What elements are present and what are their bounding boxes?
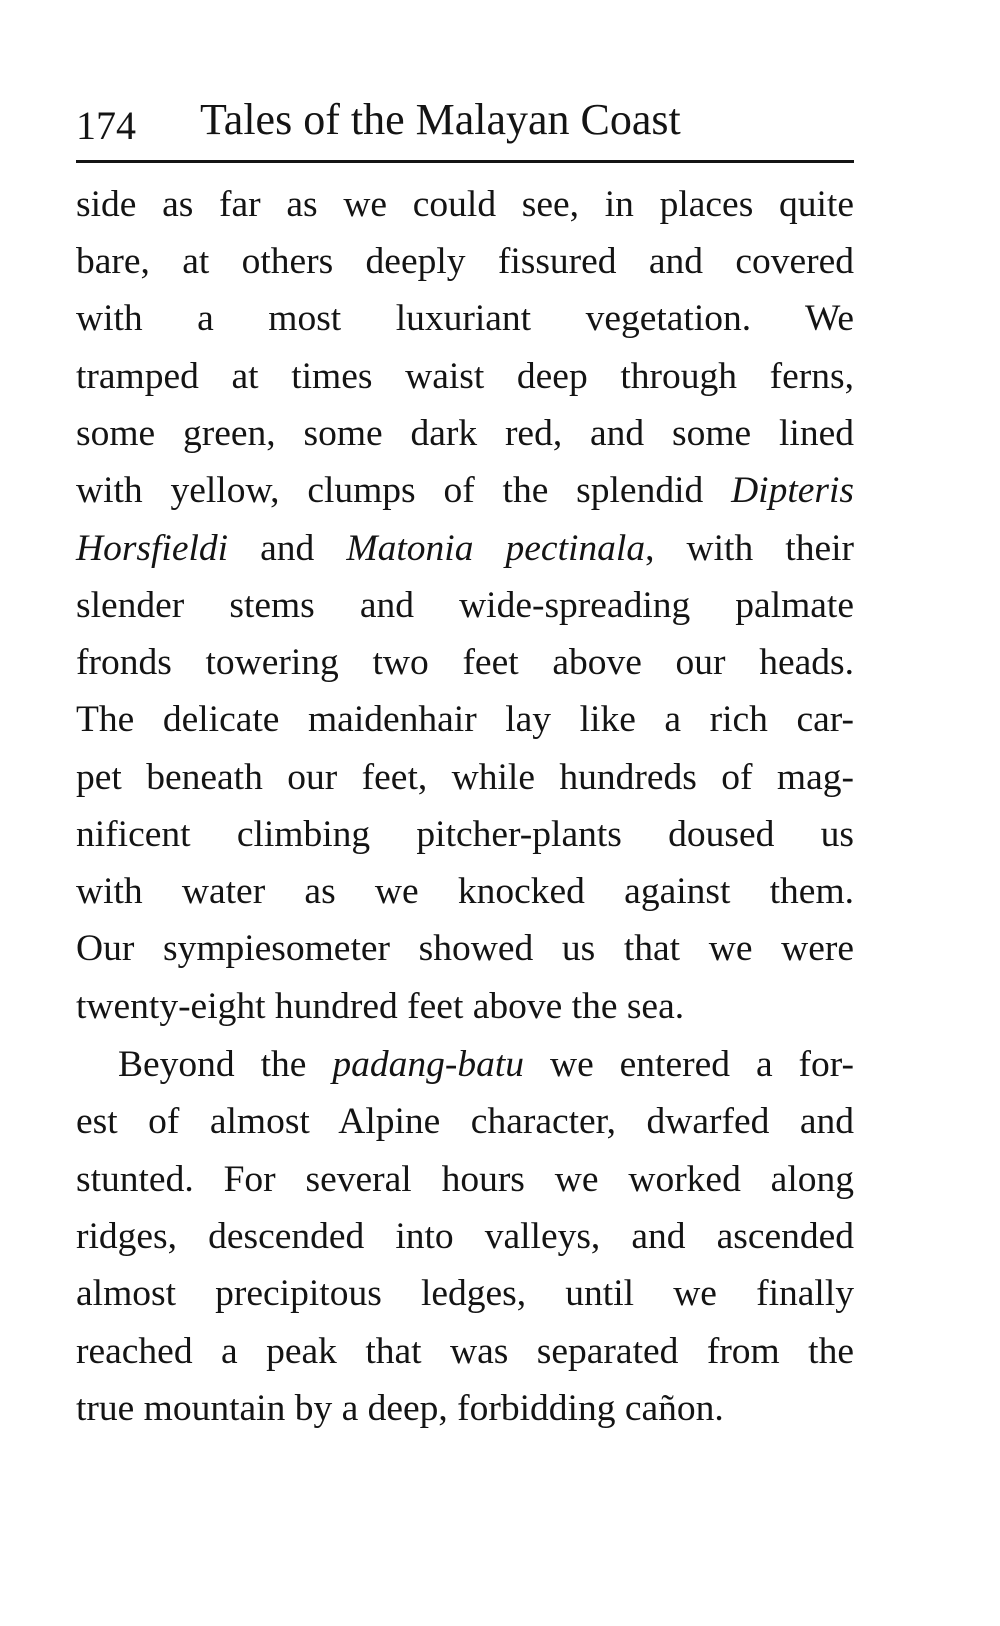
text-line: ridges, descended into valleys, and ascended: [76, 1216, 854, 1257]
italic-term: Dipteris: [731, 470, 854, 511]
text-line: with a most luxuriant vegetation. We: [76, 298, 854, 339]
text-line: with yellow, clumps of the splendid Dipteris: [76, 470, 854, 511]
text-line: est of almost Alpine character, dwarfed and: [76, 1101, 854, 1142]
text-line: with water as we knocked against them.: [76, 871, 854, 912]
text-line: Horsfieldi and Matonia pectinala, with their: [76, 528, 855, 569]
text-line: Our sympiesometer showed us that we were: [76, 928, 854, 969]
italic-term: Matonia pectinala: [346, 528, 646, 569]
italic-term: Horsfieldi: [76, 528, 229, 569]
running-title: Tales of the Malayan Coast: [200, 95, 681, 144]
text-line: bare, at others deeply fissured and covered: [76, 241, 854, 282]
text-line: The delicate maidenhair lay like a rich car-: [76, 699, 854, 740]
text-line: twenty-eight hundred feet above the sea.: [76, 986, 685, 1027]
text-line: fronds towering two feet above our heads.: [76, 642, 854, 683]
page-number: 174: [76, 103, 136, 148]
page-header: [76, 88, 854, 163]
text-line: almost precipitous ledges, until we finally: [76, 1273, 854, 1314]
text-line: nificent climbing pitcher-plants doused us: [76, 814, 854, 855]
text-line: stunted. For several hours we worked along: [76, 1159, 854, 1200]
text-line: tramped at times waist deep through ferns,: [76, 356, 854, 397]
text-line: some green, some dark red, and some lined: [76, 413, 854, 454]
text-line: true mountain by a deep, forbidding cañon.: [76, 1388, 724, 1429]
text-line: side as far as we could see, in places quite: [76, 184, 854, 225]
italic-term: padang-batu: [332, 1044, 525, 1085]
text-line: Beyond the padang-batu we entered a for-: [118, 1044, 854, 1085]
text-line: reached a peak that was separated from the: [76, 1331, 854, 1372]
text-line: slender stems and wide-spreading palmate: [76, 585, 854, 626]
text-line: pet beneath our feet, while hundreds of mag-: [76, 757, 854, 798]
